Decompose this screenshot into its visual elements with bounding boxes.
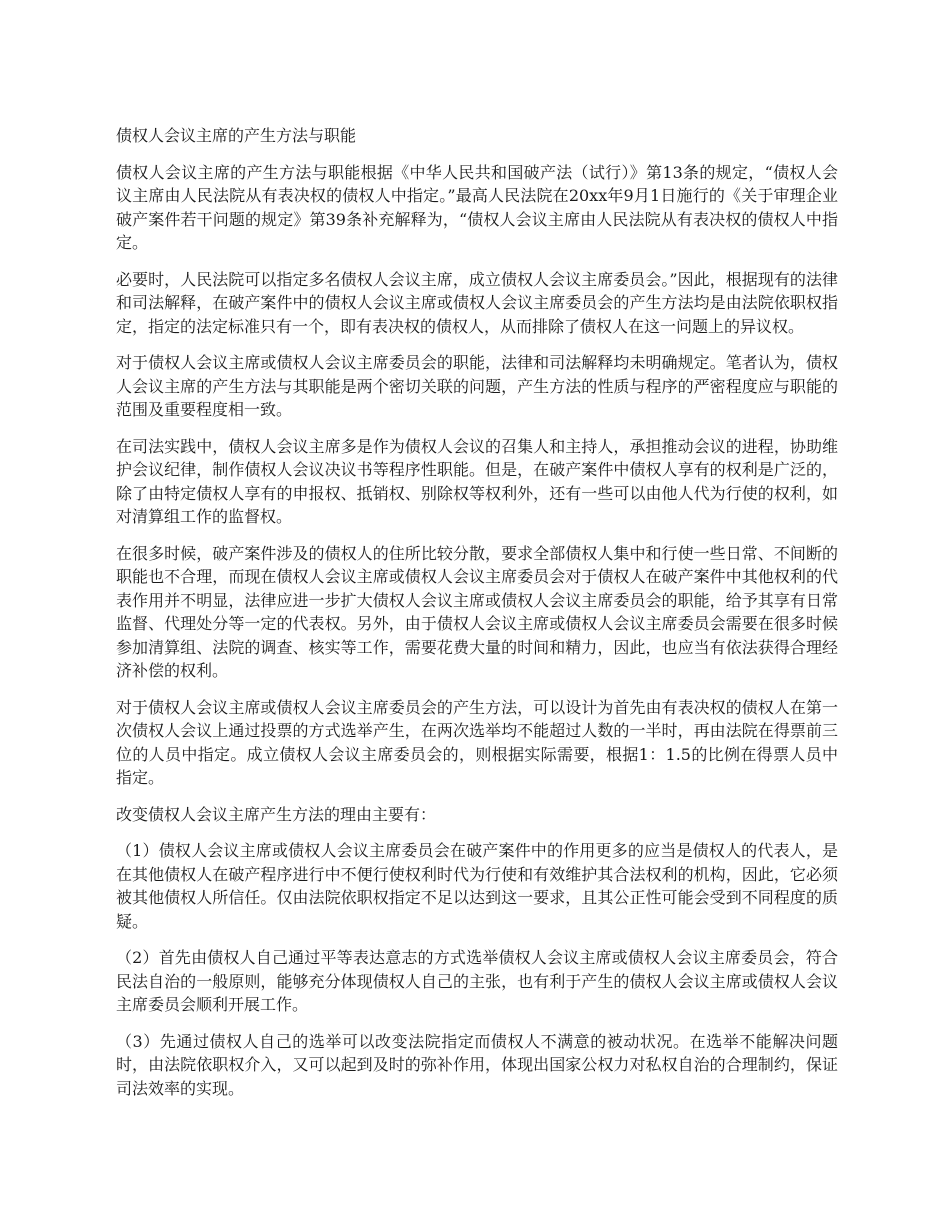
- document-title: 债权人会议主席的产生方法与职能: [116, 126, 357, 145]
- paragraph: 债权人会议主席的产生方法与职能根据《中华人民共和国破产法（试行）》第13条的规定，“债权人会议主席由人民法院从有表决权的债权人中指定。”最高人民法院在20xx年9月1日施行的《关于审理企业破产案件若干问题的规定》第39条补充解释为，“债权人会议主席由人民法院从有表决权的债权人中指定。: [116, 162, 838, 252]
- paragraph: 对于债权人会议主席或债权人会议主席委员会的产生方法，可以设计为首先由有表决权的债权人在第一次债权人会议上通过投票的方式选举产生，在两次选举均不能超过人数的一半时，再由法院在得票前三位的人员中指定。成立债权人会议主席委员会的，则根据实际需要，根据1：1.5的比例在得票人员中指定。: [116, 697, 838, 787]
- paragraph: 对于债权人会议主席或债权人会议主席委员会的职能，法律和司法解释均未明确规定。笔者认为，债权人会议主席的产生方法与其职能是两个密切关联的问题，产生方法的性质与程序的严密程度应与职能的范围及重要程度相一致。: [116, 353, 838, 419]
- paragraph: 必要时，人民法院可以指定多名债权人会议主席，成立债权人会议主席委员会。”因此，根据现有的法律和司法解释，在破产案件中的债权人会议主席或债权人会议主席委员会的产生方法均是由法院依职权指定，指定的法定标准只有一个，即有表决权的债权人，从而排除了债权人在这一问题上的异议权。: [116, 269, 838, 336]
- paragraph: （1）债权人会议主席或债权人会议主席委员会在破产案件中的作用更多的应当是债权人的代表人，是在其他债权人在破产程序进行中不便行使权利时代为行使和有效维护其合法权利的机构，因此，它必须被其他债权人所信任。仅由法院依职权指定不足以达到这一要求，且其公正性可能会受到不同程度的质疑。: [116, 841, 838, 931]
- paragraph: （3）先通过债权人自己的选举可以改变法院指定而债权人不满意的被动状况。在选举不能解决问题时，由法院依职权介入，又可以起到及时的弥补作用，体现出国家公权力对私权自治的合理制约，保证司法效率的实现。: [116, 1031, 838, 1098]
- paragraph: 在司法实践中，债权人会议主席多是作为债权人会议的召集人和主持人，承担推动会议的进程，协助维护会议纪律，制作债权人会议决议书等程序性职能。但是，在破产案件中债权人享有的权利是广泛的，除了由特定债权人享有的申报权、抵销权、别除权等权利外，还有一些可以由他人代为行使的权利，如对清算组工作的监督权。: [116, 436, 838, 526]
- document-page: [116, 124, 838, 1113]
- paragraph: 改变债权人会议主席产生方法的理由主要有：: [116, 804, 437, 824]
- paragraph: 在很多时候，破产案件涉及的债权人的住所比较分散，要求全部债权人集中和行使一些日常、不间断的职能也不合理，而现在债权人会议主席或债权人会议主席委员会对于债权人在破产案件中其他权利的代表作用并不明显，法律应进一步扩大债权人会议主席或债权人会议主席委员会的职能，给予其享有日常监督、代理处分等一定的代表权。另外，由于债权人会议主席或债权人会议主席委员会需要在很多时候参加清算组、法院的调查、核实等工作，需要花费大量的时间和精力，因此，也应当有依法获得合理经济补偿的权利。: [116, 543, 838, 680]
- paragraph: （2）首先由债权人自己通过平等表达意志的方式选举债权人会议主席或债权人会议主席委员会，符合民法自治的一般原则，能够充分体现债权人自己的主张，也有利于产生的债权人会议主席或债权人会议主席委员会顺利开展工作。: [116, 948, 838, 1014]
